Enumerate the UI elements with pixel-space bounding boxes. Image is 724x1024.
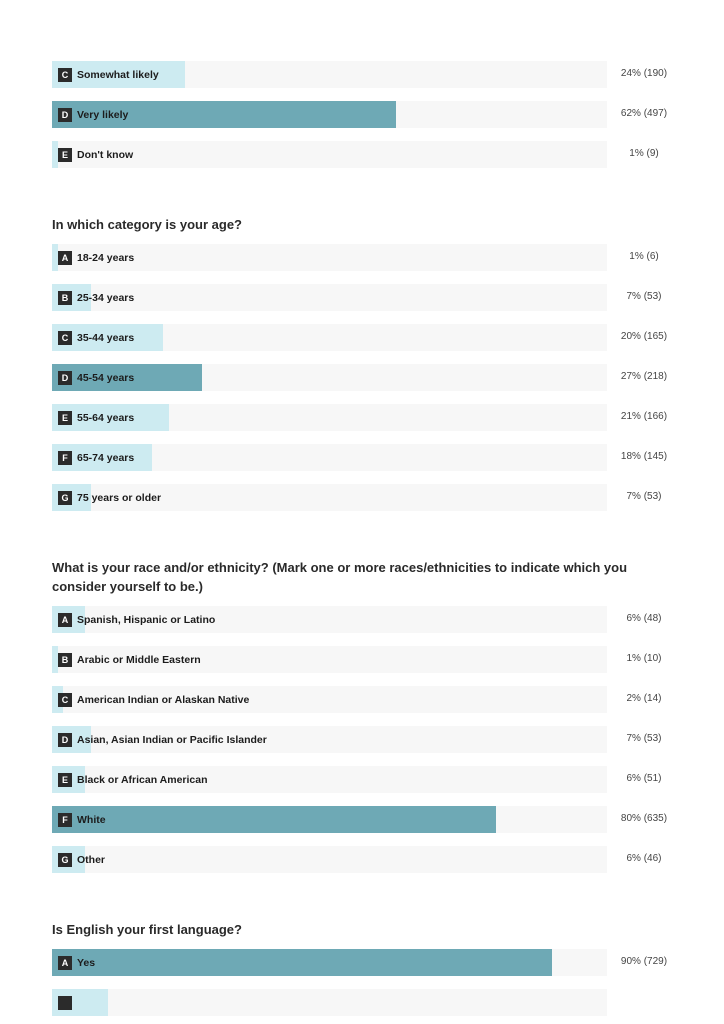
- answer-percent: 21% (166): [620, 411, 668, 422]
- answer-label: American Indian or Alaskan Native: [77, 694, 250, 706]
- answer-label: White: [77, 814, 106, 826]
- answer-row: [52, 101, 672, 128]
- answer-row: [52, 61, 672, 88]
- answer-row: [52, 766, 672, 793]
- answer-percent: 80% (635): [620, 813, 668, 824]
- answer-row: [52, 606, 672, 633]
- answer-percent: 7% (53): [626, 491, 662, 502]
- answer-letter-badge: A: [58, 251, 72, 265]
- answer-row: [52, 726, 672, 753]
- answer-bar-track: [52, 324, 607, 351]
- answer-label: 18-24 years: [77, 252, 135, 264]
- answer-letter-badge: C: [58, 68, 72, 82]
- answer-percent: 1% (10): [626, 653, 662, 664]
- answer-bar-track: [52, 949, 607, 976]
- answer-percent: 90% (729): [620, 956, 668, 967]
- answer-letter-badge: E: [58, 148, 72, 162]
- answer-row: [52, 686, 672, 713]
- answer-bar-track: [52, 101, 607, 128]
- answer-bar-track: [52, 404, 607, 431]
- answer-row: [52, 646, 672, 673]
- answer-letter-badge: C: [58, 693, 72, 707]
- answer-label: Very likely: [77, 109, 129, 121]
- answer-letter-badge: A: [58, 613, 72, 627]
- answer-row: [52, 364, 672, 391]
- answer-label: Spanish, Hispanic or Latino: [77, 614, 216, 626]
- answer-letter-badge: C: [58, 331, 72, 345]
- question-title: Is English your first language?: [52, 922, 242, 937]
- answer-label: Yes: [77, 957, 96, 969]
- answer-label: 75 years or older: [77, 492, 162, 504]
- answer-letter-badge: D: [58, 733, 72, 747]
- answer-bar: [52, 806, 496, 833]
- answer-row: [52, 989, 672, 1016]
- answer-letter-badge: E: [58, 411, 72, 425]
- question-title: What is your race and/or ethnicity? (Mark one or more races/ethnicities to indicate which you consider yourself to be.): [52, 560, 628, 594]
- answer-label: 25-34 years: [77, 292, 135, 304]
- answer-row: [52, 484, 672, 511]
- answer-row: [52, 444, 672, 471]
- answer-label: 65-74 years: [77, 452, 135, 464]
- answer-percent: 6% (51): [626, 773, 662, 784]
- answer-letter-badge: G: [58, 491, 72, 505]
- answer-letter-badge: E: [58, 773, 72, 787]
- answer-label: Asian, Asian Indian or Pacific Islander: [77, 734, 267, 746]
- answer-row: [52, 244, 672, 271]
- answer-row: [52, 949, 672, 976]
- answer-label: Don't know: [77, 149, 134, 161]
- answer-percent: 2% (14): [626, 693, 662, 704]
- answer-bar-track: [52, 806, 607, 833]
- answer-bar: [52, 646, 58, 673]
- answer-letter-badge: D: [58, 371, 72, 385]
- answer-letter-badge: G: [58, 853, 72, 867]
- answer-bar-track: [52, 364, 607, 391]
- answer-letter-badge: F: [58, 451, 72, 465]
- answer-label: Somewhat likely: [77, 69, 159, 81]
- answer-percent: 27% (218): [620, 371, 668, 382]
- answer-row: [52, 324, 672, 351]
- answer-bar-track: [52, 846, 607, 873]
- answer-percent: 6% (46): [626, 853, 662, 864]
- question-title: In which category is your age?: [52, 217, 242, 232]
- answer-percent: 20% (165): [620, 331, 668, 342]
- answer-label: 35-44 years: [77, 332, 135, 344]
- answer-bar-track: [52, 989, 607, 1016]
- answer-percent: 7% (53): [626, 291, 662, 302]
- answer-label: 55-64 years: [77, 412, 135, 424]
- answer-row: [52, 846, 672, 873]
- answer-percent: 18% (145): [620, 451, 668, 462]
- answer-bar-track: [52, 141, 607, 168]
- answer-bar-track: [52, 244, 607, 271]
- answer-row: [52, 404, 672, 431]
- answer-letter-badge: B: [58, 291, 72, 305]
- answer-bar: [52, 141, 58, 168]
- answer-label: Arabic or Middle Eastern: [77, 654, 201, 666]
- answer-letter-badge: D: [58, 108, 72, 122]
- answer-label: Black or African American: [77, 774, 208, 786]
- answer-percent: 1% (6): [629, 251, 659, 262]
- answer-bar-track: [52, 444, 607, 471]
- answer-bar: [52, 244, 58, 271]
- answer-percent: 6% (48): [626, 613, 662, 624]
- answer-bar-track: [52, 284, 607, 311]
- answer-label: Other: [77, 854, 106, 866]
- answer-row: [52, 284, 672, 311]
- answer-letter-badge: F: [58, 813, 72, 827]
- answer-label: 45-54 years: [77, 372, 135, 384]
- answer-percent: 62% (497): [620, 108, 668, 119]
- answer-percent: 7% (53): [626, 733, 662, 744]
- answer-letter-badge: A: [58, 956, 72, 970]
- answer-row: [52, 806, 672, 833]
- answer-letter-badge: [58, 996, 72, 1010]
- answer-letter-badge: B: [58, 653, 72, 667]
- answer-percent: 24% (190): [620, 68, 668, 79]
- answer-percent: 1% (9): [629, 148, 659, 159]
- answer-row: [52, 141, 672, 168]
- answer-bar: [52, 949, 552, 976]
